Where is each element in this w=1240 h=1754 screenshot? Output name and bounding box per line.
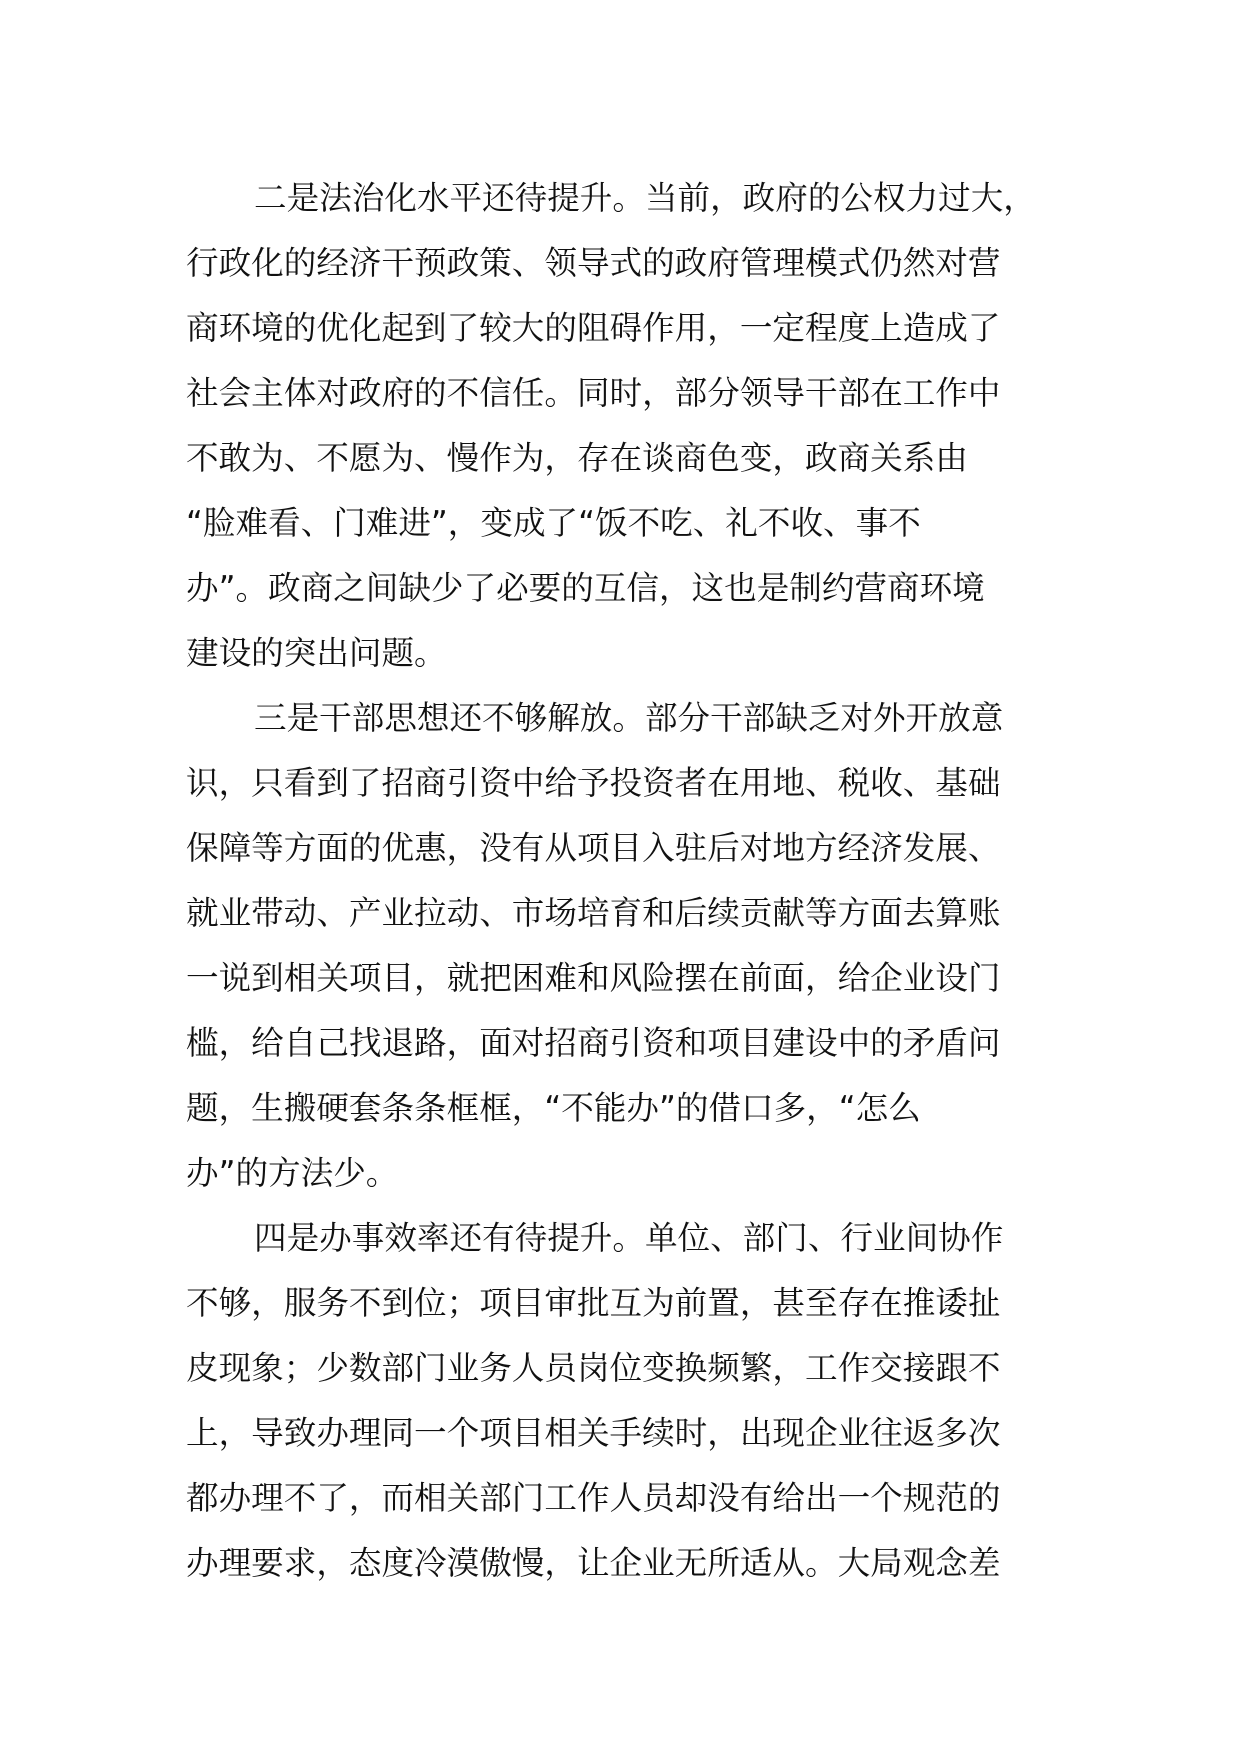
paragraph-4-line-3: 皮现象；少数部门业务人员岗位变换频繁，工作交接跟不 [186, 1349, 1001, 1387]
paragraph-3-line-8: 办”的方法少。 [186, 1154, 399, 1192]
paragraph-3-line-6: 槛，给自己找退路，面对招商引资和项目建设中的矛盾问 [186, 1024, 1001, 1062]
paragraph-3-line-5: 一说到相关项目，就把困难和风险摆在前面，给企业设门 [186, 959, 1001, 997]
paragraph-4-line-4: 上，导致办理同一个项目相关手续时，出现企业往返多次 [186, 1414, 1001, 1452]
paragraph-2-line-5: 不敢为、不愿为、慢作为，存在谈商色变，政商关系由 [186, 439, 968, 477]
paragraph-4-line-1: 四是办事效率还有待提升。单位、部门、行业间协作 [254, 1219, 1004, 1257]
paragraph-4-line-5: 都办理不了，而相关部门工作人员却没有给出一个规范的 [186, 1479, 1001, 1517]
paragraph-3-line-1: 三是干部思想还不够解放。部分干部缺乏对外开放意 [254, 699, 1004, 737]
paragraph-2-line-7: 办”。政商之间缺少了必要的互信，这也是制约营商环境 [186, 569, 985, 607]
paragraph-2-line-3: 商环境的优化起到了较大的阻碍作用，一定程度上造成了 [186, 309, 1001, 347]
paragraph-3-line-7: 题，生搬硬套条条框框，“不能办”的借口多，“怎么 [186, 1089, 921, 1127]
body-text [186, 166, 1066, 1596]
paragraph-2-line-2: 行政化的经济干预政策、领导式的政府管理模式仍然对营 [186, 244, 1001, 282]
paragraph-4-line-2: 不够，服务不到位；项目审批互为前置，甚至存在推诿扯 [186, 1284, 1001, 1322]
paragraph-3-line-4: 就业带动、产业拉动、市场培育和后续贡献等方面去算账 [186, 894, 1001, 932]
paragraph-3-line-3: 保障等方面的优惠，没有从项目入驻后对地方经济发展、 [186, 829, 1001, 867]
paragraph-2-line-8: 建设的突出问题。 [186, 634, 447, 672]
paragraph-4-line-6: 办理要求，态度冷漠傲慢，让企业无所适从。大局观念差 [186, 1544, 1001, 1582]
paragraph-2-line-4: 社会主体对政府的不信任。同时，部分领导干部在工作中 [186, 374, 1001, 412]
paragraph-2-line-6: “脸难看、门难进”，变成了“饭不吃、礼不收、事不 [186, 504, 921, 542]
paragraph-3-line-2: 识，只看到了招商引资中给予投资者在用地、税收、基础 [186, 764, 1001, 802]
paragraph-2-line-1: 二是法治化水平还待提升。当前，政府的公权力过大， [254, 179, 1036, 217]
